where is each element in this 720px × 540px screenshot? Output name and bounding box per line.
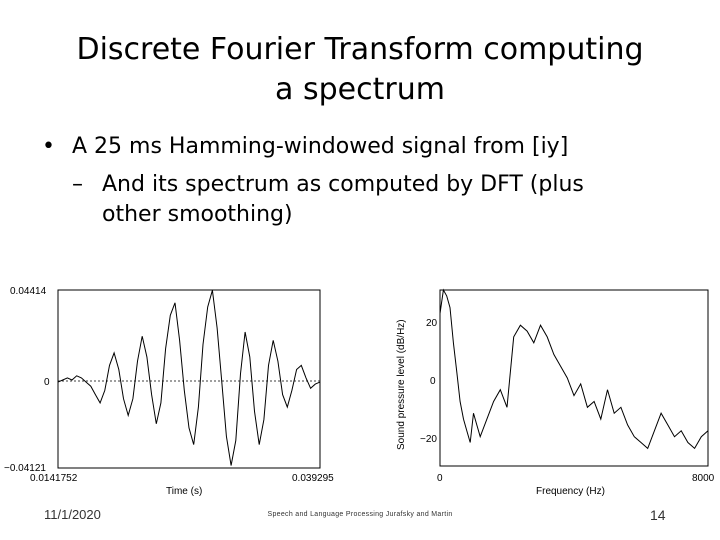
- title-line-1: Discrete Fourier Transform computing: [76, 32, 644, 67]
- footer-attribution: Speech and Language Processing Jurafsky and Martin: [267, 511, 453, 518]
- spectrum-series-line: [440, 290, 708, 448]
- bullet-marker: •: [42, 134, 55, 159]
- spectrum-x-axis-label: Frequency (Hz): [536, 486, 605, 497]
- waveform-series-line: [58, 290, 320, 465]
- spectrum-y-tick-0: 0: [430, 376, 436, 387]
- spectrum-y-tick-20: 20: [426, 318, 438, 329]
- bullet-item: [40, 132, 700, 162]
- title-line-2: a spectrum: [275, 72, 445, 107]
- waveform-y-tick-top: 0.04414: [10, 286, 47, 297]
- spectrum-x-tick-8000: 8000: [692, 473, 715, 484]
- spectrum-y-axis-label: Sound pressure level (dB/Hz): [396, 319, 407, 450]
- sub-bullet-line-1: And its spectrum as computed by DFT (plus: [102, 172, 584, 197]
- bullet-list: [40, 132, 700, 230]
- waveform-x-tick-left: 0.0141752: [30, 473, 78, 484]
- sub-bullet-marker: –: [72, 172, 83, 197]
- page-number: 14: [650, 507, 666, 523]
- slide-title: [40, 30, 680, 110]
- bullet-text: A 25 ms Hamming-windowed signal from [iy]: [72, 134, 569, 159]
- sub-bullet-line-2: other smoothing): [102, 202, 293, 227]
- waveform-y-tick-bottom: −0.04121: [4, 463, 46, 474]
- spectrum-x-tick-0: 0: [437, 473, 443, 484]
- waveform-chart: [0, 280, 360, 500]
- waveform-x-tick-right: 0.039295: [292, 473, 334, 484]
- spectrum-chart: [390, 280, 720, 500]
- footer-date: 11/1/2020: [44, 507, 101, 522]
- waveform-y-tick-zero: 0: [44, 377, 50, 388]
- waveform-x-axis-label: Time (s): [166, 486, 203, 497]
- sub-bullet-item: [40, 170, 700, 230]
- spectrum-plot-frame: [440, 290, 708, 466]
- spectrum-y-tick-neg20: −20: [420, 434, 437, 445]
